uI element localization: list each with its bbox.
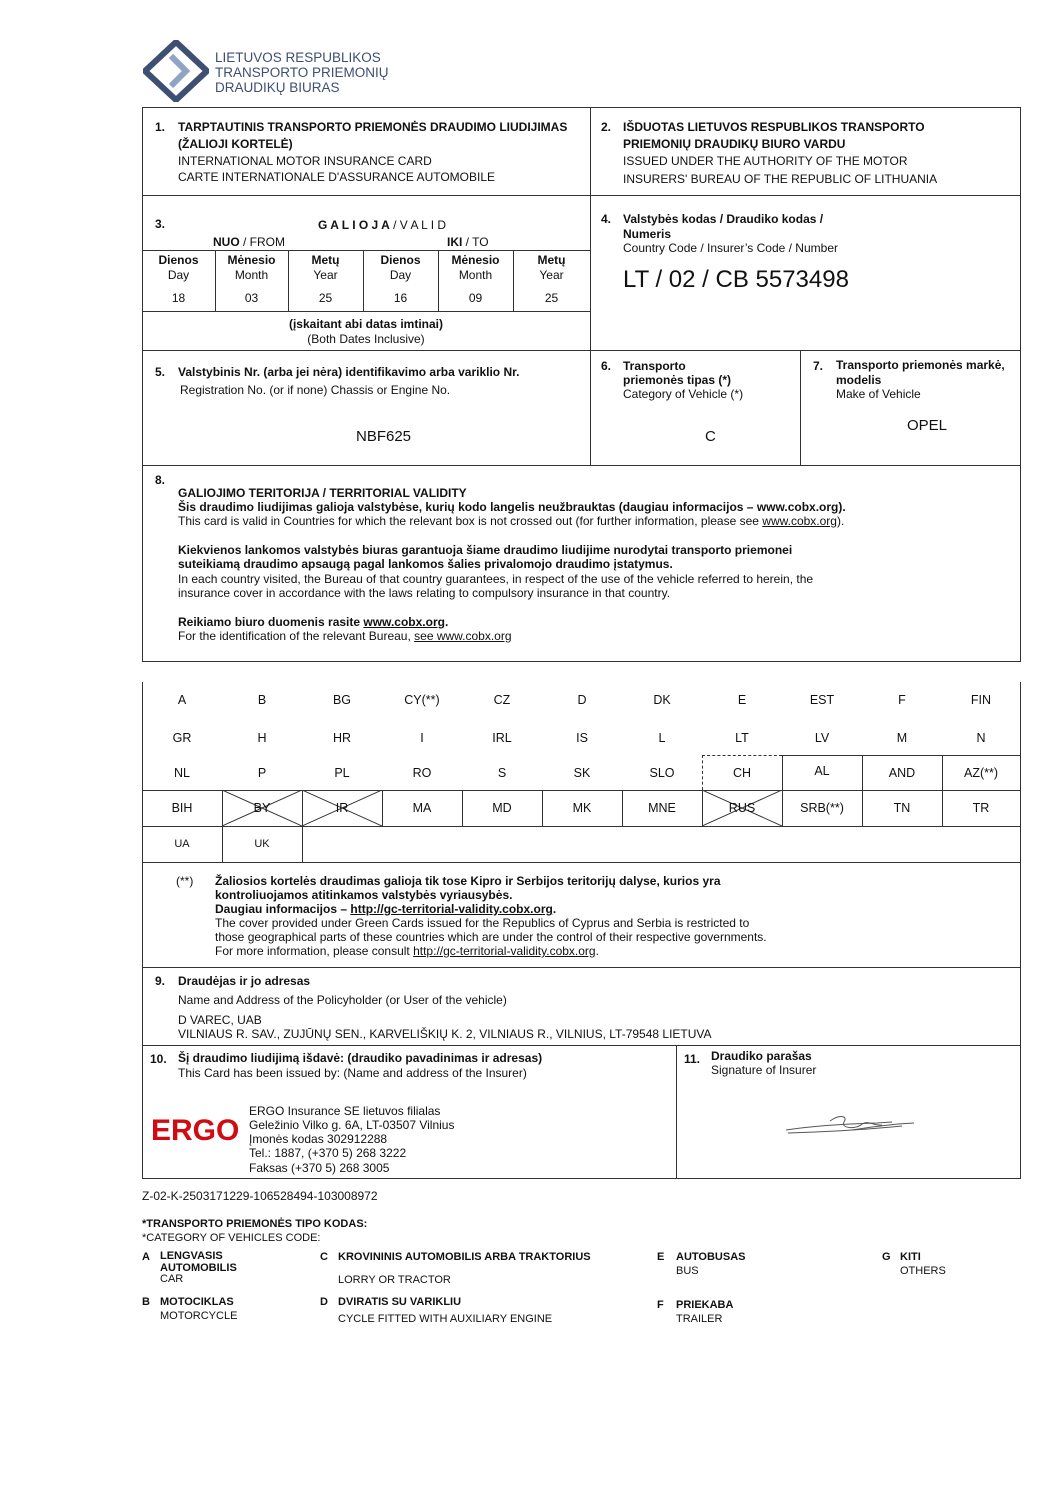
note-lt-2: kontroliuojamos atitinkamos valstybės vyriausybės. [215, 888, 513, 902]
date-col-lt: Mėnesio [451, 253, 500, 267]
legend-lt: LENGVASIS AUTOMOBILIS [160, 1250, 237, 1274]
section-4-title-2: Numeris [623, 227, 672, 241]
country-cell: SRB(**) [800, 801, 844, 815]
divider [142, 967, 1020, 968]
date-col-value: 03 [244, 291, 259, 305]
country-cell: TN [893, 801, 911, 815]
legend-lt: KROVININIS AUTOMOBILIS ARBA TRAKTORIUS [338, 1251, 591, 1263]
territorial-p1-en-b: ). [836, 514, 845, 528]
country-cell: CH [732, 766, 752, 780]
section-4-english: Country Code / Insurer’s Code / Number [623, 241, 838, 255]
legend-en: OTHERS [900, 1265, 946, 1277]
country-cell-crossed: IR [335, 801, 349, 815]
country-cell: FIN [970, 693, 992, 707]
date-col-value: 25 [318, 291, 333, 305]
cobx-link[interactable]: www.cobx.org [363, 615, 445, 629]
section-1-english: INTERNATIONAL MOTOR INSURANCE CARD [178, 154, 432, 168]
country-cell: MD [492, 801, 512, 815]
legend-code: D [320, 1296, 328, 1308]
cobx-link[interactable]: www.cobx.org [762, 514, 837, 528]
note-lt-3 [215, 902, 556, 917]
legend-en: CAR [160, 1273, 184, 1285]
section-1-french: CARTE INTERNATIONALE D'ASSURANCE AUTOMOBILE [178, 170, 496, 184]
insurer-line-4: Tel.: 1887, (+370 5) 268 3222 [249, 1146, 407, 1160]
note-en-3-b: . [595, 944, 599, 958]
divider [1020, 682, 1021, 862]
territorial-p2-lt-1: Kiekvienos lankomos valstybės biuras garantuoja šiame draudimo liudijime nurodytai transporto priemonei [178, 543, 793, 557]
cobx-link[interactable]: see www.cobx.org [414, 629, 512, 643]
country-cell: F [898, 693, 906, 707]
territorial-p2-en-2: insurance cover in accordance with the laws relating to compulsory insurance in that country. [178, 586, 671, 600]
section-9-english: Name and Address of the Policyholder (or User of the vehicle) [178, 993, 507, 1007]
legend-en: CYCLE FITTED WITH AUXILIARY ENGINE [338, 1313, 553, 1325]
section-10-english: This Card has been issued by: (Name and address of the Insurer) [178, 1066, 527, 1080]
country-cell: CZ [493, 693, 511, 707]
note-lt-3-a: Daugiau informacijos – [215, 902, 351, 916]
legend-title: *TRANSPORTO PRIEMONĖS TIPO KODAS: [142, 1218, 368, 1230]
country-cell: AND [888, 766, 916, 780]
country-cell: L [658, 731, 666, 745]
country-cell: SLO [649, 766, 675, 780]
country-cell: IS [576, 731, 588, 745]
validity-lt: G A L I O J A [318, 218, 390, 232]
document-reference: Z-02-K-2503171229-106528494-103008972 [142, 1189, 378, 1203]
country-cell: HR [332, 731, 352, 745]
legend-lt: AUTOBUSAS [676, 1251, 746, 1263]
legend-code: B [142, 1296, 150, 1308]
country-cell: UA [174, 838, 190, 850]
country-cell: I [420, 731, 424, 745]
territorial-title: GALIOJIMO TERITORIJA / TERRITORIAL VALIDITY [178, 486, 467, 500]
section-number: 4. [601, 212, 612, 226]
note-mark: (**) [176, 874, 194, 888]
country-cell-crossed: BY [253, 801, 271, 815]
legend-code: A [142, 1251, 150, 1263]
section-6-title-2: priemonės tipas (*) [623, 373, 732, 387]
section-9-title: Draudėjas ir jo adresas [178, 974, 311, 988]
divider [302, 826, 303, 862]
date-col-en: Day [167, 268, 190, 282]
legend-lt: PRIEKABA [676, 1299, 734, 1311]
date-col-en: Month [458, 268, 493, 282]
registration-value: NBF625 [356, 428, 412, 445]
section-number: 1. [155, 120, 166, 134]
country-cell: BG [332, 693, 352, 707]
legend-code: C [320, 1251, 328, 1263]
bureau-logo-line2: TRANSPORTO PRIEMONIŲ [215, 65, 389, 80]
legend-lt: MOTOCIKLAS [160, 1296, 234, 1308]
territorial-p3-en-a: For the identification of the relevant Bureau, [178, 629, 415, 643]
section-2-title-1: IŠDUOTAS LIETUVOS RESPUBLIKOS TRANSPORTO [623, 120, 925, 134]
section-11-title: Draudiko parašas [711, 1049, 812, 1063]
country-cell: UK [254, 838, 270, 850]
territorial-p1-lt: Šis draudimo liudijimas galioja valstybėse, kurių kodo langelis neužbrauktas (daugiau informacijos – www.cobx.org). [178, 500, 846, 514]
country-cell: LV [814, 731, 830, 745]
note-lt-1: Žaliosios kortelės draudimas galioja tik tose Kipro ir Serbijos teritorijų dalyse, kurios yra [215, 874, 721, 888]
category-value: C [705, 428, 716, 445]
legend-code: F [657, 1299, 664, 1311]
country-cell: B [257, 693, 267, 707]
country-cell: CY(**) [404, 693, 440, 707]
policyholder-name: D VAREC, UAB [178, 1013, 262, 1027]
divider [1020, 862, 1021, 1178]
legend-subtitle: *CATEGORY OF VEHICLES CODE: [142, 1232, 321, 1244]
inclusive-en: (Both Dates Inclusive) [307, 332, 425, 346]
make-value: OPEL [907, 417, 948, 434]
section-number: 5. [155, 365, 166, 379]
section-number: 3. [155, 217, 166, 231]
section-5-title: Valstybinis Nr. (arba jei nėra) identifikavimo arba variklio Nr. [178, 365, 520, 379]
section-2-english-1: ISSUED UNDER THE AUTHORITY OF THE MOTOR [623, 154, 908, 168]
note-en-2: those geographical parts of these countries which are under the control of their respective governments. [215, 930, 767, 944]
validity-en: / V A L I D [389, 218, 447, 232]
section-number: 10. [150, 1052, 167, 1066]
country-cell: PL [334, 766, 350, 780]
country-cell: A [177, 693, 187, 707]
bureau-logo-line3: DRAUDIKŲ BIURAS [215, 80, 340, 95]
country-cell: EST [809, 693, 835, 707]
country-cell: M [896, 731, 908, 745]
legend-en: BUS [676, 1265, 699, 1277]
date-col-lt: Metų [311, 253, 340, 267]
section-4-title-1: Valstybės kodas / Draudiko kodas / [623, 212, 824, 226]
section-2-title-2: PRIEMONIŲ DRAUDIKŲ BIURO VARDU [623, 137, 846, 151]
country-cell: AL [814, 764, 830, 778]
country-cell: NL [174, 766, 190, 780]
insurer-line-1: ERGO Insurance SE lietuvos filialas [249, 1104, 441, 1118]
section-7-title-2: modelis [836, 373, 882, 387]
section-number: 8. [155, 473, 166, 487]
divider [142, 862, 1020, 863]
legend-code: E [657, 1251, 665, 1263]
divider [676, 1045, 677, 1178]
legend-code: G [882, 1251, 891, 1263]
date-col-en: Year [313, 268, 338, 282]
section-5-english: Registration No. (or if none) Chassis or Engine No. [180, 383, 451, 397]
note-lt-3-b: . [552, 902, 557, 916]
date-col-lt: Mėnesio [227, 253, 276, 267]
country-cell: AZ(**) [963, 766, 999, 780]
country-cell: D [577, 693, 587, 707]
date-col-value: 25 [544, 291, 559, 305]
date-col-lt: Metų [537, 253, 566, 267]
policyholder-address: VILNIAUS R. SAV., ZUJŪNŲ SEN., KARVELIŠKIŲ K. 2, VILNIAUS R., VILNIUS, LT-79548 LIETUVA [178, 1027, 712, 1041]
insurer-signature [782, 1112, 922, 1138]
territorial-p1-en-a: This card is valid in Countries for which the relevant box is not crossed out (for further information, please see [178, 514, 763, 528]
legend-lt: DVIRATIS SU VARIKLIU [338, 1296, 462, 1308]
to-en: / TO [462, 235, 489, 249]
divider [142, 1178, 1021, 1179]
legend-en: LORRY OR TRACTOR [338, 1274, 451, 1286]
section-number: 2. [601, 120, 612, 134]
territorial-p3-lt-b: . [444, 615, 449, 629]
section-11-english: Signature of Insurer [711, 1063, 817, 1077]
bureau-logo-line1: LIETUVOS RESPUBLIKOS [215, 50, 381, 65]
country-cell: BIH [171, 801, 193, 815]
from-lt: NUO [213, 235, 240, 249]
legend-en: TRAILER [676, 1313, 723, 1325]
territorial-p3-lt-a: Reikiamo biuro duomenis rasite [178, 615, 364, 629]
legend-en: MOTORCYCLE [160, 1310, 238, 1322]
country-cell: SK [573, 766, 591, 780]
insurer-line-2: Geležinio Vilko g. 6A, LT-03507 Vilnius [249, 1118, 455, 1132]
legend-lt: KITI [900, 1251, 921, 1263]
country-cell: MK [572, 801, 592, 815]
section-1-title-2: (ŽALIOJI KORTELĖ) [178, 137, 293, 151]
country-cell: MA [412, 801, 432, 815]
country-cell: H [257, 731, 267, 745]
section-2-english-2: INSURERS' BUREAU OF THE REPUBLIC OF LITHUANIA [623, 172, 938, 186]
territorial-p2-en-1: In each country visited, the Bureau of that country guarantees, in respect of the use of the vehicle referred to herein, the [178, 572, 814, 586]
section-6-title-1: Transporto [623, 359, 686, 373]
section-number: 6. [601, 359, 612, 373]
card-number-value: LT / 02 / CB 5573498 [623, 266, 849, 293]
note-en-3-a: For more information, please consult [215, 944, 414, 958]
section-10-title: Šį draudimo liudijimą išdavė: (draudiko pavadinimas ir adresas) [178, 1051, 543, 1065]
country-cell: E [737, 693, 747, 707]
date-col-lt: Dienos [380, 253, 421, 267]
country-cell: DK [653, 693, 671, 707]
date-col-en: Month [234, 268, 269, 282]
section-number: 7. [813, 359, 824, 373]
section-7-english: Make of Vehicle [836, 387, 921, 401]
territorial-p2-lt-2: suteikiamą draudimo apsaugą pagal lankomos šalies privalomojo draudimo įstatymus. [178, 557, 673, 571]
gc-territorial-link[interactable]: http://gc-territorial-validity.cobx.org [350, 902, 553, 916]
divider [142, 862, 143, 1178]
country-cell: RO [412, 766, 432, 780]
date-col-value: 18 [171, 291, 186, 305]
country-cell: P [257, 766, 267, 780]
note-en-1: The cover provided under Green Cards issued for the Republics of Cyprus and Serbia is restricted to [215, 916, 750, 930]
country-cell: N [976, 731, 986, 745]
date-col-en: Year [539, 268, 564, 282]
divider [142, 1045, 1020, 1046]
country-cell: IRL [492, 731, 512, 745]
inclusive-lt: (įskaitant abi datas imtinai) [288, 317, 444, 331]
note-en-3 [215, 944, 599, 959]
country-cell: LT [735, 731, 749, 745]
date-col-value: 16 [393, 291, 408, 305]
section-7-title-1: Transporto priemonės markė, [836, 358, 1005, 372]
country-cell: TR [972, 801, 990, 815]
date-col-lt: Dienos [158, 253, 199, 267]
date-col-en: Day [389, 268, 412, 282]
section-number: 11. [684, 1052, 701, 1066]
insurer-line-5: Faksas (+370 5) 268 3005 [249, 1161, 390, 1175]
date-col-value: 09 [468, 291, 483, 305]
section-6-english: Category of Vehicle (*) [623, 387, 744, 401]
gc-territorial-link[interactable]: http://gc-territorial-validity.cobx.org [413, 944, 596, 958]
ergo-logo: ERGO [151, 1114, 240, 1147]
country-cell: S [497, 766, 507, 780]
from-en: / FROM [239, 235, 285, 249]
country-cell-crossed: RUS [728, 801, 756, 815]
insurer-line-3: Įmonės kodas 302912288 [249, 1132, 388, 1146]
section-number: 9. [155, 974, 166, 988]
to-lt: IKI [447, 235, 463, 249]
section-1-title-1: TARPTAUTINIS TRANSPORTO PRIEMONĖS DRAUDIMO LIUDIJIMAS [178, 120, 568, 134]
country-cell: GR [172, 731, 192, 745]
country-cell: MNE [648, 801, 676, 815]
